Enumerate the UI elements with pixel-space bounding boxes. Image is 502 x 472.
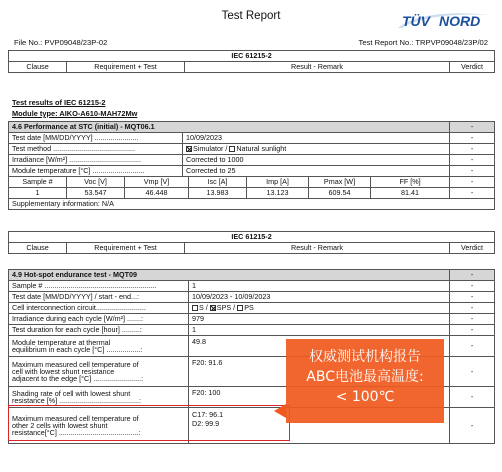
row-label: Shading rate of cell with lowest shunt resistance [%] ........................................: [9, 387, 189, 408]
row-label: Test date [MM/DD/YYYY] / start - end...: [9, 292, 189, 303]
test-method-value: Simulator / Natural sunlight [183, 144, 450, 155]
unchecked-checkbox-icon [237, 305, 243, 311]
irradiance-value: 979 [189, 314, 450, 325]
meas-header: Pmax [W] [309, 177, 371, 188]
verdict-cell: - [450, 188, 495, 199]
standard-header: IEC 61215-2 [9, 232, 495, 243]
col-requirement: Requirement + Test [67, 243, 185, 254]
col-result: Result - Remark [185, 62, 450, 73]
module-type-heading: Module type: AIKO-A610-MAH72Mw [12, 109, 138, 118]
verdict-cell: - [450, 292, 495, 303]
meas-header: FF [%] [371, 177, 450, 188]
row-label: Irradiance [W/m²] .................................... [9, 155, 183, 166]
results-heading: Test results of IEC 61215-2 [12, 98, 106, 107]
col-verdict: Verdict [450, 243, 495, 254]
verdict-cell: - [450, 408, 495, 444]
verdict-cell: - [450, 270, 495, 281]
verdict-cell: - [450, 314, 495, 325]
meas-header: Imp [A] [247, 177, 309, 188]
edge-cell-temp-value: F20: 91.6 [189, 357, 450, 387]
row-label: Test method ......................................... [9, 144, 183, 155]
callout-arrow [274, 404, 286, 418]
row-label: Maximum measured cell temperature of other 2 cells with lowest shunt resistance[°C] ........................................: [9, 408, 189, 444]
meas-header: Isc [A] [189, 177, 247, 188]
callout-line2: ABC电池最高温度: [306, 369, 424, 385]
col-clause: Clause [9, 62, 67, 73]
module-temp-value: Corrected to 25 [183, 166, 450, 177]
verdict-cell: - [450, 144, 495, 155]
svg-text:TÜV: TÜV [402, 13, 430, 29]
report-title: Test Report [221, 10, 281, 22]
report-header-table-2 [8, 231, 495, 254]
meas-header: Sample # [9, 177, 67, 188]
meas-header: Vmp [V] [125, 177, 189, 188]
meas-value: 1 [9, 188, 67, 199]
row-label: Sample # ........................................................ [9, 281, 189, 292]
row-label: Module temperature at thermal equilibrium in each cycle [°C] .................: [9, 336, 189, 357]
col-verdict: Verdict [450, 62, 495, 73]
callout-box [286, 339, 444, 423]
verdict-cell: - [450, 155, 495, 166]
verdict-cell: - [450, 122, 495, 133]
report-header-table [8, 50, 495, 73]
verdict-cell: - [450, 325, 495, 336]
file-number: File No.: PVP09048/23P-02 [14, 38, 108, 47]
tuv-nord-logo [396, 9, 492, 31]
shading-rate-value: F20: 100 [189, 387, 450, 408]
file-number-line [14, 38, 488, 47]
meas-value: 13.983 [189, 188, 247, 199]
verdict-cell: - [450, 303, 495, 314]
interconnection-value: S / SPS / PS [189, 303, 450, 314]
verdict-cell: - [450, 357, 495, 387]
unchecked-checkbox-icon [229, 146, 235, 152]
row-label: Maximum measured cell temperature of cell with lowest shunt resistance adjacent to the edge [°C] ........................: [9, 357, 189, 387]
meas-header: Voc [V] [67, 177, 125, 188]
meas-value: 13.123 [247, 188, 309, 199]
col-requirement: Requirement + Test [67, 62, 185, 73]
verdict-cell: - [450, 133, 495, 144]
row-label: Cell interconnection circuit......................... [9, 303, 189, 314]
row-label: Test date [MM/DD/YYYY] ...................... [9, 133, 183, 144]
verdict-cell: - [450, 166, 495, 177]
unchecked-checkbox-icon [192, 305, 198, 311]
test-date-value: 10/09/2023 [183, 133, 450, 144]
row-label: Module temperature [°C] .......................... [9, 166, 183, 177]
report-number: Test Report No.: TRPVP09048/23P/02 [358, 38, 488, 47]
checked-checkbox-icon [186, 146, 192, 152]
callout-line1: 权威测试机构报告 [309, 349, 421, 365]
sample-value: 1 [189, 281, 450, 292]
irradiance-value: Corrected to 1000 [183, 155, 450, 166]
supplementary-info: Supplementary information: N/A [9, 199, 495, 210]
stc-section-title: 4.6 Performance at STC (initial) - MQT06.1 [9, 122, 450, 133]
meas-value: 53.547 [67, 188, 125, 199]
col-clause: Clause [9, 243, 67, 254]
meas-value: 81.41 [371, 188, 450, 199]
hotspot-section-title: 4.9 Hot-spot endurance test - MQT09 [9, 270, 450, 281]
row-label: Test duration for each cycle [hour] .........: [9, 325, 189, 336]
verdict-cell: - [450, 177, 495, 188]
svg-text:NORD: NORD [439, 13, 481, 29]
stc-performance-table [8, 121, 495, 210]
verdict-cell: - [450, 281, 495, 292]
test-date-value: 10/09/2023 - 10/09/2023 [189, 292, 450, 303]
meas-value: 46.448 [125, 188, 189, 199]
col-result: Result - Remark [185, 243, 450, 254]
checked-checkbox-icon [210, 305, 216, 311]
duration-value: 1 [189, 325, 450, 336]
verdict-cell: - [450, 336, 495, 357]
standard-header: IEC 61215-2 [9, 51, 495, 62]
verdict-cell: - [450, 387, 495, 408]
row-label: Irradiance during each cycle [W/m²] .......: [9, 314, 189, 325]
module-temp-value: 49.8 [189, 336, 450, 357]
callout-line3: < 100℃ [335, 389, 395, 405]
meas-value: 609.54 [309, 188, 371, 199]
other-cells-temp-value: C17: 96.1 D2: 99.9 [189, 408, 450, 444]
